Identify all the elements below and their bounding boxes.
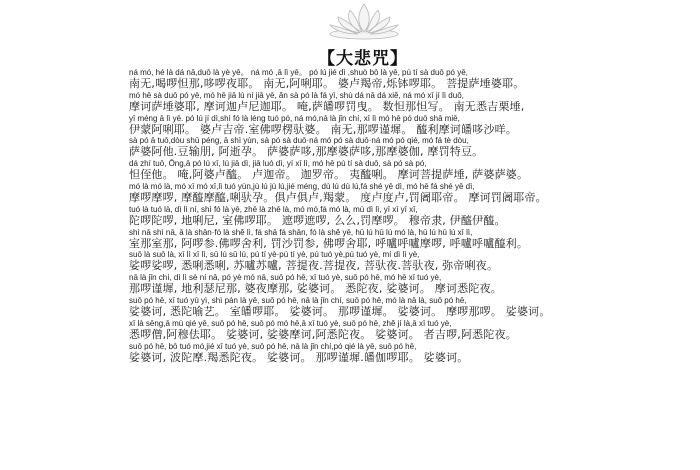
- mantra-text-block: [129, 68, 597, 364]
- pinyin-line: tuó là tuó là, dì lì ní, shì fó là yē, zhē là zhē là, mó mó,fá mó là, mù dì lì, yī xī yī xī,: [129, 204, 418, 214]
- pinyin-line: yī méng ā lì yē. pó lú jí dì,shì fó là léng tuó pó, ná mó,nā là jǐn chí, xī lì mó hē pó duō shā miē,: [129, 113, 460, 123]
- pinyin-line: xī là sēng,ā mù qié yē, suō pó hē, suō pó mó hē,ā xī tuó yè, suō pó hē, zhě jí là,ā xī tuó yè,: [129, 318, 452, 328]
- pinyin-line: shì nā shì nā, ā là shān·fó là shě lì, fá shā fá shān, fó là shě yē, hū lú hū lú mó là, hū lú hū lú xī lì,: [129, 227, 473, 237]
- chinese-line: 摩啰摩啰, 摩醯摩醯,唎驮孕。俱卢俱卢,羯蒙。 度卢度卢,罚阇耶帝。 摩诃罚阇耶帝。: [129, 190, 547, 204]
- pinyin-line: ná mó, hé là dá nā,duō là yè yē。 ná mó ,ā lì yē。 pó lú jié dì ,shuò bō là yē, pú tí sà duō pó yē,: [129, 68, 468, 77]
- lotus-icon: [324, 0, 404, 40]
- document-page: [126, 0, 600, 470]
- chinese-line: 陀啰陀啰, 地唎尼, 室佛啰耶。 遮啰遮啰, 么么,罚摩啰。 穆帝隶, 伊醯伊醯。: [129, 213, 506, 227]
- pinyin-line: mó là mó là, mó xī mó xī,lì tuó yùn,jù lú jù lú,jié méng, dù lú dù lú,fá shé yē dì, mó hē fá shé yē dì,: [129, 181, 475, 191]
- page-title: 【大悲咒】: [318, 49, 408, 69]
- chinese-line: 摩诃萨埵婆耶, 摩诃迦卢尼迦耶。 唵,萨皤啰罚曳。 数怛那怛写。 南无悉吉栗埵,: [129, 99, 525, 113]
- chinese-line: 那啰谨墀, 地利瑟尼那, 婆夜摩那, 娑婆诃。 悉陀夜, 娑婆诃。 摩诃悉陀夜。: [129, 282, 502, 296]
- chinese-line: 南无,喝啰怛那,哆啰夜耶。 南无,阿唎耶。 婆卢羯帝,烁钵啰耶。 菩提萨埵婆耶。: [129, 77, 525, 90]
- chinese-line: 娑婆诃, 悉陀喻艺。 室皤啰耶。 娑婆诃。 那啰谨墀。 娑婆诃。 摩啰那啰。 娑婆诃。: [129, 304, 551, 318]
- pinyin-line: dá zhí tuō, Ōng,ā pó lú xī, lú jiā dì, jiā luó dì, yí xī lì, mó hē pú tí sà duō, sà pó sà pó,: [129, 159, 427, 169]
- chinese-line: 怛侄他。 唵,阿婆卢醯。 卢迦帝。 迦罗帝。 夷醯唎。 摩诃菩提萨埵, 萨婆萨婆。: [129, 168, 529, 182]
- pinyin-line: suō là suō là, xī lì xī lì, sū lú sū lú, pú tí yè·pú tí yè, pú tuó yè,pú tuó yè, mí dì lì yè,: [129, 250, 420, 260]
- pinyin-line: suō pó hē, bō tuó mó,jié xī tuó yè, suō pó hē, nā là jǐn chí,pó qié là yē, suō pó hē,: [129, 341, 417, 351]
- pinyin-line: mó hē sà duō pó yē, mó hē jiā lú ní jiā yē, ǎn sà pó là fá yì, shù dá nā dá xiě, ná mó xī jí lì duǒ,: [129, 90, 464, 100]
- chinese-line: 娑啰娑啰, 悉唎悉唎, 苏嚧苏嚧, 菩提夜.菩提夜, 菩驮夜.菩驮夜, 弥帝唎夜。: [129, 259, 499, 273]
- pinyin-line: suō pó hē, xī tuó yù yì, shì pán là yē, suō pó hē, nā là jǐn chí, suō pó hē, mó là nā là, suō pó hē,: [129, 295, 467, 305]
- chinese-line: 萨婆阿他.豆输朋, 阿逝孕。 萨婆萨哆,那摩婆萨哆,那摩婆伽, 摩罚特豆。: [129, 145, 484, 159]
- pinyin-line: sà pó ā tuō,dòu shū péng, ā shì yùn, sà pó sà duō·ná mó pó sà duō·ná mó pó qié, mó fá tè dòu,: [129, 136, 469, 146]
- chinese-line: 娑婆诃, 波陀摩.羯悉陀夜。 娑婆诃。 那啰谨墀.皤伽啰耶。 娑婆诃。: [129, 350, 469, 364]
- chinese-line: 悉啰僧,阿穆佉耶。 娑婆诃, 娑婆摩诃,阿悉陀夜。 娑婆诃。 者吉啰,阿悉陀夜。: [129, 327, 517, 341]
- chinese-line: 室那室那, 阿啰参.佛啰舍利, 罚沙罚参, 佛啰舍耶, 呼嚧呼嚧摩啰, 呼嚧呼嚧醯利。: [129, 236, 529, 250]
- pinyin-line: nā là jǐn chí, dì lì sè ní nā, pó yè mó nā, suō pó hē, xī tuó yè, suō pó hē, mó hē xī tuó yè,: [129, 273, 442, 283]
- chinese-line: 伊蒙阿唎耶。 婆卢吉帝.室佛啰楞驮婆。 南无,那啰谨墀。 醯利摩诃皤哆沙咩。: [129, 122, 518, 136]
